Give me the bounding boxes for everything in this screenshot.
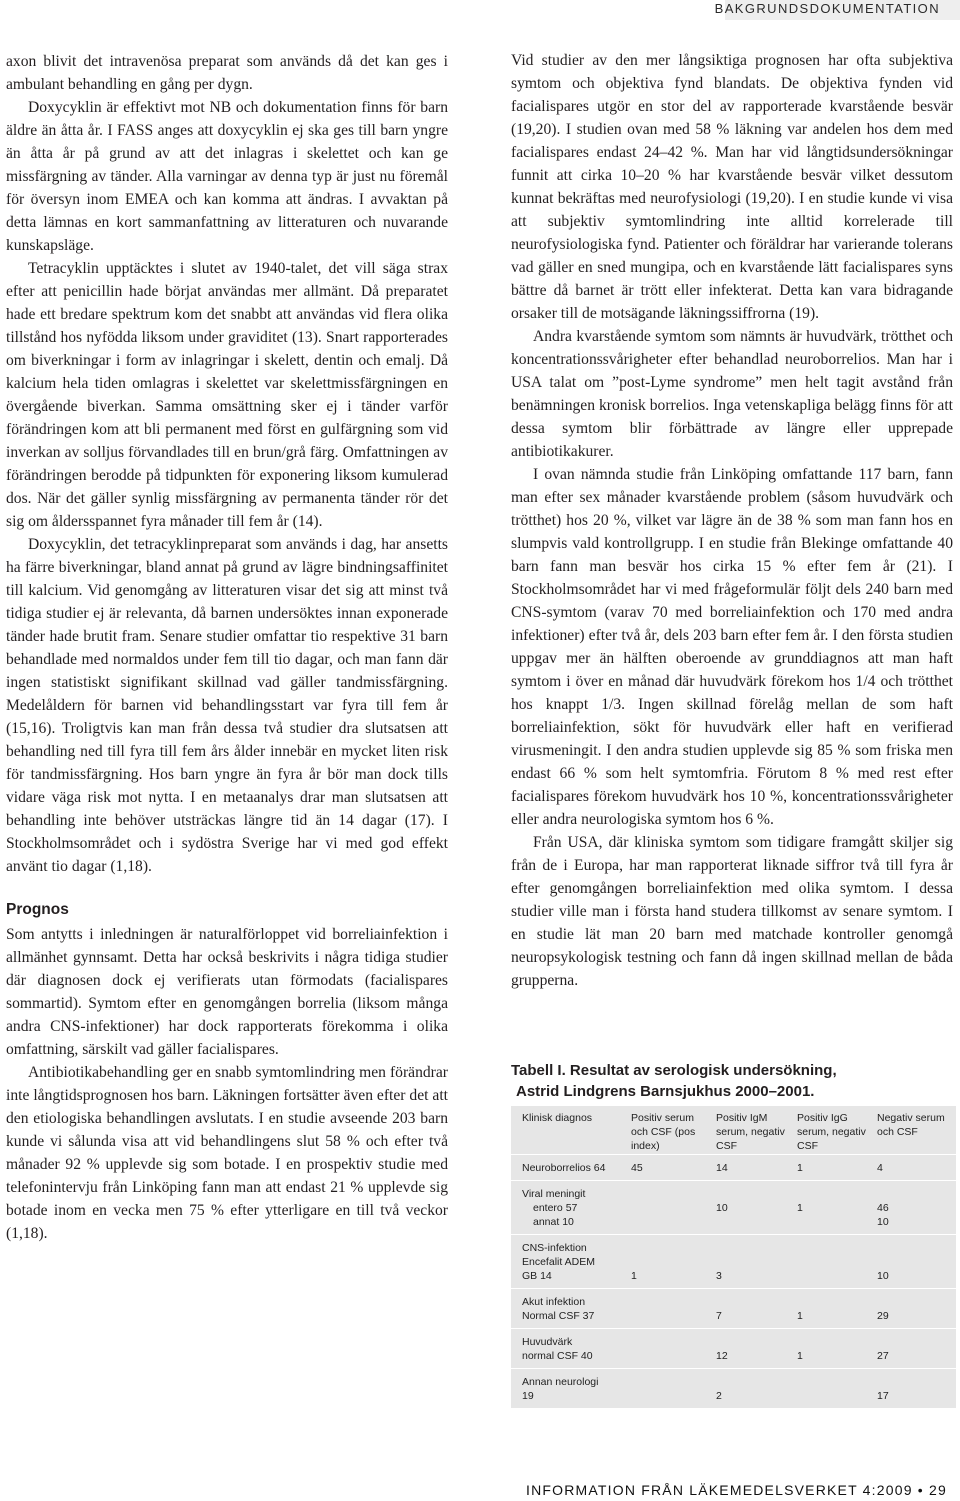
- diagnosis-cell: [522, 1161, 605, 1175]
- value-cell: [716, 1269, 722, 1283]
- cell-line: 10: [877, 1270, 889, 1282]
- cell-line: annat 10: [533, 1216, 574, 1228]
- cell-line: 3: [716, 1270, 722, 1282]
- value-cell: [631, 1161, 643, 1175]
- diagnosis-cell: [522, 1335, 593, 1363]
- cell-line: Annan neurologi: [522, 1376, 599, 1388]
- column-header: Positiv serum och CSF (pos index): [631, 1112, 696, 1152]
- header-label: BAKGRUNDSDOKUMENTATION: [714, 1, 940, 16]
- paragraph: Doxycyklin, det tetracyklinpreparat som används i dag, har ansetts ha färre biverkningar, bland annat på grund av lägre bindningsaffinitet till kalcium. Vid genomgång av litteraturen visar det sig att minst två tidiga studier ej är relevanta, då barnen undersöktes innan exponerade tänder hade brutit fram. Senare studier omfattar tio respektive 31 barn behandlade med normaldos under fem till tio dagar, och man fann där ingen statistiskt signifikant skillnad vad gäller tandmissfärgning. Medelåldern för barnen vid behandlingsstart var fyra till fem år (15,16). Troligtvis kan man från dessa två studier dra slutsatsen att behandling ned till fyra till fem års ålder innebär en mycket liten risk för tandmissfärgning. Hos barn yngre än fyra år bör man dock tills vidare väga risk mot nytta. I en metaanalys drar man slutsatsen att behandling inte behöver utsträckas längre tid än 14 dagar (17). I Stockholmsområdet och i sydöstra Sverige har vi med god effekt använt tio dagar (1,18).: [6, 536, 448, 875]
- table-header-row: [511, 1106, 956, 1155]
- value-cell: [716, 1389, 722, 1403]
- table-row: [511, 1289, 956, 1329]
- value-cell: [716, 1309, 722, 1323]
- diagnosis-cell: [522, 1375, 598, 1403]
- table-row: [511, 1329, 956, 1369]
- cell-line: 45: [631, 1162, 643, 1174]
- value-cell: [797, 1309, 803, 1323]
- table-row: [511, 1155, 956, 1181]
- cell-line: Viral meningit: [522, 1188, 586, 1200]
- paragraph: axon blivit det intravenösa preparat som används då det kan ges i ambulant behandling en gång per dygn.: [6, 53, 448, 93]
- cell-line: 19: [522, 1390, 534, 1402]
- cell-line: 1: [797, 1162, 803, 1174]
- diagnosis-cell: [522, 1241, 595, 1283]
- cell-line: 1: [797, 1350, 803, 1362]
- value-cell: [716, 1161, 728, 1175]
- cell-line: 27: [877, 1350, 889, 1362]
- value-cell: [631, 1269, 637, 1283]
- paragraph: Tetracyklin upptäcktes i slutet av 1940-talet, det vill säga strax efter att penicillin hade börjat användas mer allmänt. Då preparatet hade ett bredare spektrum kom det snabbt att användas vid flera olika tillstånd hos nyfödda liksom under graviditet (13). Snart rapporterades om biverkningar i form av inlagringar i skelett, dentin och emalj. Då kalcium hela tiden omlagras i skelettet var skelettmissfärgningen en övergående biverkan. Samma omsättning sker ej i tänder varför förändringen kom att bli permanent med först en gulfärgning som vid inverkan av solljus förvandlades till en brun/grå färg. Omfattningen av förändringen berodde på tidpunkten för exponering liksom kumulerad dos. När det gäller synlig missfärgning av permanenta tänder rör det sig om åldersspannet fyra månader till fem år (14).: [6, 260, 448, 530]
- cell-line: 17: [877, 1390, 889, 1402]
- paragraph: Som antytts i inledningen är naturalförloppet vid borreliainfektion i allmänhet gynnsamt. Detta har också beskrivits i några tidiga studier där diagnosen dock ej verifierats utan förmodats (facialispares sommartid). Symtom efter en genomgången borrelia (liksom många andra CNS-infektioner) har dock rapporterats förekomma i olika omfattning, särskilt vad gäller facialispares.: [6, 926, 448, 1058]
- value-cell: [716, 1201, 728, 1215]
- column-header: Negativ serum och CSF: [877, 1112, 945, 1138]
- cell-line: 14: [716, 1162, 728, 1174]
- cell-line: 10: [877, 1216, 889, 1228]
- running-header: [714, 0, 960, 20]
- table-row: [511, 1235, 956, 1289]
- diagnosis-cell: [522, 1187, 585, 1229]
- section-heading: Prognos: [6, 901, 69, 918]
- cell-line: 1: [797, 1310, 803, 1322]
- cell-line: Huvudvärk: [522, 1336, 573, 1348]
- cell-line: 1: [797, 1202, 803, 1214]
- cell-line: 12: [716, 1350, 728, 1362]
- cell-line: 2: [716, 1390, 722, 1402]
- cell-line: Encefalit ADEM: [522, 1256, 595, 1268]
- cell-line: 7: [716, 1310, 722, 1322]
- serology-table: [511, 1106, 956, 1409]
- paragraph: I ovan nämnda studie från Linköping omfattande 117 barn, fann man efter sex månader kvarstående problem (såsom huvudvärk och trötthet) hos 20 %, vilket var lägre än de 38 % som man fann hos en slumpvis vald kontrollgrupp. I en studie från Blekinge omfattande 40 barn fann man besvär hos cirka 15 % efter fem år (21). I Stockholmsområdet har vi med frågeformulär följt dels 240 barn med CNS-symtom (varav 70 med borreliainfektion och 170 med andra infektioner) efter två år, dels 203 barn efter fem år. I den första studien uppgav mer än hälften oberoende av grunddiagnos att man haft symtom i över en månad där huvudvärk förekom hos 1/4 och trötthet hos knappt 1/3. Ingen skillnad förelåg mellan de som haft borreliainfektion, sökt för huvudvärk eller haft en verifierad virusmeningit. I den andra studien upplevde sig 85 % som friska men endast 66 % som helt symtomfria. Förutom 8 % med rest efter facialispares förekom huvudvärk hos 10 %, koncentrationssvårigheter eller andra neurologiska symtom hos 6 %.: [511, 466, 953, 828]
- value-cell: [716, 1349, 728, 1363]
- table-body: [511, 1155, 956, 1409]
- value-cell: [797, 1201, 803, 1215]
- table-title: [511, 1060, 956, 1102]
- cell-line: 29: [877, 1310, 889, 1322]
- cell-line: Neuroborrelios 64: [522, 1162, 606, 1174]
- paragraph: Andra kvarstående symtom som nämnts är huvudvärk, trötthet och koncentrationssvårigheter efter behandlad neuroborrelios. Man har i USA talat om ”post-Lyme syndrome” men helt tagit avstånd från benämningen kronisk borrelios. Inga vetenskapliga belägg finns för att dessa symtom blir förbättrade av längre eller upprepade antibiotikakurer.: [511, 328, 953, 460]
- table-title-line: Astrid Lindgrens Barnsjukhus 2000–2001.: [516, 1083, 815, 1100]
- value-cell: [877, 1269, 889, 1283]
- value-cell: [877, 1389, 889, 1403]
- cell-line: Normal CSF 37: [522, 1310, 595, 1322]
- value-cell: [877, 1161, 883, 1175]
- value-cell: [797, 1161, 803, 1175]
- column-header: Positiv IgM serum, negativ CSF: [716, 1112, 785, 1152]
- table-row: [511, 1369, 956, 1409]
- value-cell: [797, 1349, 803, 1363]
- paragraph: Från USA, där kliniska symtom som tidigare framgått skiljer sig från de i Europa, har man rapporterat liknade siffror två till fyra år efter genomgången borreliainfektion med olika symtom. I dessa studier ville man i första hand studera tillkomst av senare symtom. I en studie lät man 20 barn med matchade kontroller genomgå neuropsykologisk testning och fann då ingen skillnad mellan de båda grupperna.: [511, 834, 953, 989]
- cell-line: entero 57: [533, 1202, 578, 1214]
- table-title-line: Tabell I. Resultat av serologisk undersökning,: [511, 1062, 837, 1079]
- left-column: [6, 50, 448, 1245]
- column-header: Positiv IgG serum, negativ CSF: [797, 1112, 866, 1152]
- cell-line: GB 14: [522, 1270, 552, 1282]
- diagnosis-cell: [522, 1295, 594, 1323]
- cell-line: 1: [631, 1270, 637, 1282]
- paragraph: Antibiotikabehandling ger en snabb symtomlindring men förändrar inte långtidsprognosen hos barn. Läkningen fortsätter även efter det att den etiologiska behandlingen avslutats. I en studie avseende 203 barn kunde vi sålunda visa att vid behandlingens slut 58 % och efter två månader 92 % upplevde sig som botade. I en prospektiv studie med telefonintervju från Linköping fann man att endast 21 % upplevde sig botade inom en vecka men 75 % efter ytterligare en till två veckor (1,18).: [6, 1064, 448, 1242]
- value-cell: [877, 1349, 889, 1363]
- paragraph: Vid studier av den mer långsiktiga prognosen har ofta subjektiva symtom och objektiva fynd blandats. De objektiva fynden vid facialispares utgör en stor del av rapporterade kvarstående besvär (19,20). I studien ovan med 58 % läkning var andelen hos dem med facialispares endast 24–42 %. Man har vid långtidsundersökningar funnit att cirka 10–20 % har kvarstående besvär vilket dessutom kunnat bekräftas med neurofysiologi (19,20). I en studie kunde vi visa att subjektiv symtomlindring inte alltid korrelerade till neurofysiologiska fynd. Patienter och föräldrar har varierande tolerans vad gäller en sned mungipa, och en kvarstående lätt facialispares syns bättre då barnet är trött eller infekterat. Detta kan vara bidragande orsaker till de motsägande läkningssiffrorna (19).: [511, 52, 953, 322]
- value-cell: [877, 1201, 889, 1229]
- page-footer: INFORMATION FRÅN LÄKEMEDELSVERKET 4:2009 • 29: [526, 1482, 947, 1498]
- cell-line: 46: [877, 1202, 889, 1214]
- cell-line: CNS-infektion: [522, 1242, 587, 1254]
- cell-line: 4: [877, 1162, 883, 1174]
- right-column: [511, 49, 953, 992]
- cell-line: Akut infektion: [522, 1296, 586, 1308]
- cell-line: normal CSF 40: [522, 1350, 593, 1362]
- column-header: Klinisk diagnos: [522, 1112, 593, 1124]
- cell-line: 10: [716, 1202, 728, 1214]
- value-cell: [877, 1309, 889, 1323]
- table-row: [511, 1181, 956, 1235]
- paragraph: Doxycyklin är effektivt mot NB och dokumentation finns för barn äldre än åtta år. I FASS anges att doxycyklin ej ska ges till barn yngre än åtta år på grund av att det inlagras i skelettet och kan ge missfärgning av tänder. Alla varningar av denna typ är just nu föremål för översyn inom EMEA och kan komma att ändras. I avvaktan på detta lämnas en kort sammanfattning av litteraturen och nuvarande kunskapsläge.: [6, 99, 448, 254]
